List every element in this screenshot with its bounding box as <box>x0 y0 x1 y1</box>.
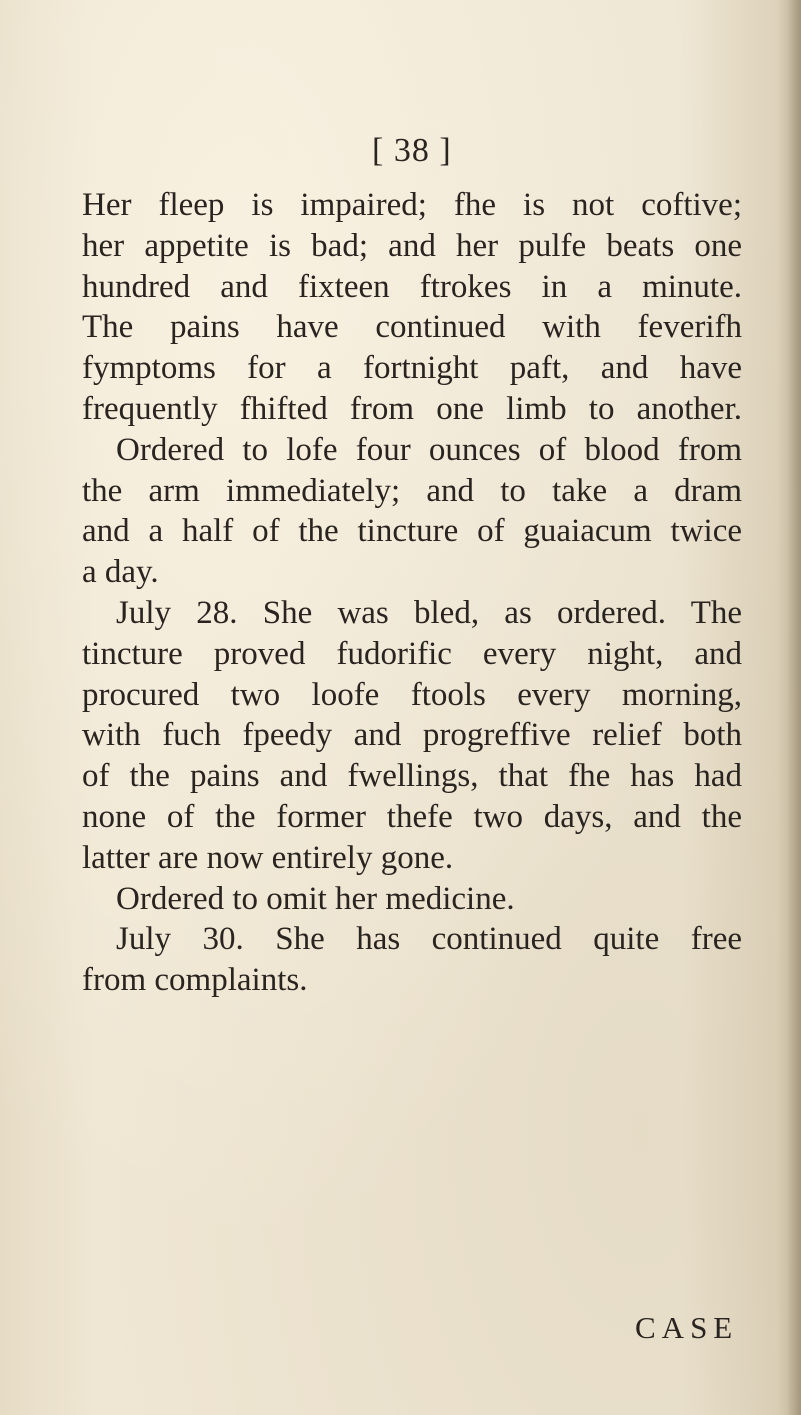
text-line: none of the former thefe two days, and the <box>82 798 742 835</box>
catchword: CASE <box>635 1310 739 1345</box>
text-line: procured two loofe ftools every morning, <box>82 676 742 713</box>
text-line: hundred and fixteen ftrokes in a minute. <box>82 268 742 305</box>
text-line: The pains have continued with feverifh <box>82 309 742 346</box>
text-line: the arm immediately; and to take a dram <box>82 472 742 509</box>
text-line: with fuch fpeedy and progreffive relief both <box>82 717 742 754</box>
text-line: Ordered to omit her medicine. <box>116 880 515 917</box>
text-line: July 28. She was bled, as ordered. The <box>116 594 742 631</box>
text-line: her appetite is bad; and her pulfe beats one <box>82 227 742 264</box>
text-line: July 30. She has continued quite free <box>116 921 742 958</box>
text-line: Ordered to lofe four ounces of blood from <box>116 431 742 468</box>
text-line: frequently fhifted from one limb to another. <box>82 390 742 427</box>
text-line: Her fleep is impaired; fhe is not coftive; <box>82 187 742 223</box>
text-line: latter are now entirely gone. <box>82 839 454 876</box>
text-line: fymptoms for a fortnight paft, and have <box>82 350 742 387</box>
text-line: of the pains and fwellings, that fhe has had <box>82 758 742 795</box>
page-edge-shadow <box>787 0 801 1415</box>
text-line: tincture proved fudorific every night, and <box>82 635 742 672</box>
body-text <box>82 185 742 1001</box>
page-number: [ 38 ] <box>372 132 452 169</box>
text-line: from complaints. <box>82 962 308 999</box>
text-line: a day. <box>82 554 159 591</box>
text-line: and a half of the tincture of guaiacum twice <box>82 513 742 550</box>
